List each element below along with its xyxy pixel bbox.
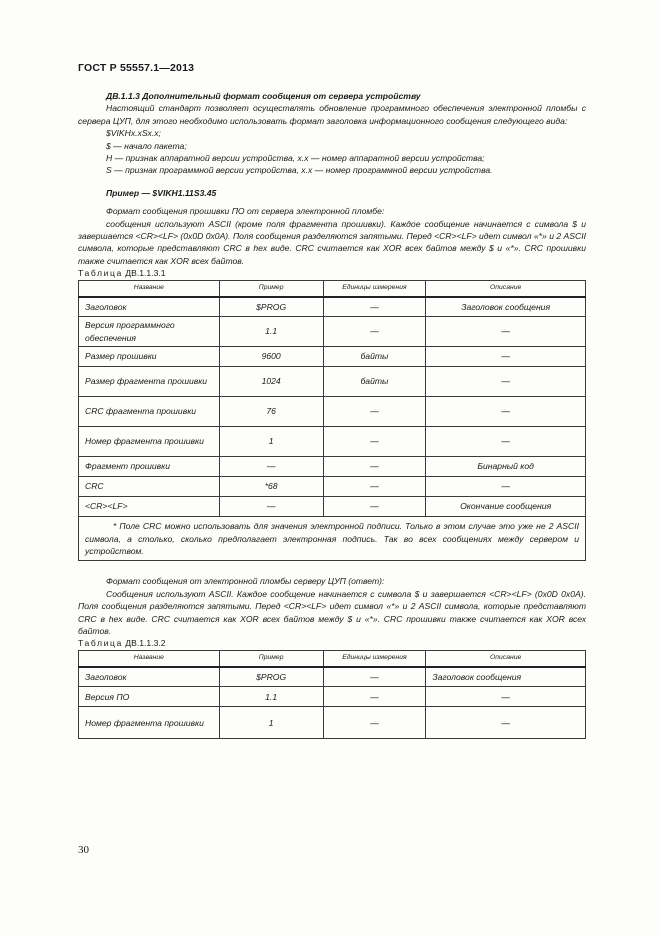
table-row [79, 397, 586, 427]
table-cell: — [219, 497, 323, 517]
table-cell: Размер фрагмента прошивки [79, 367, 220, 397]
table2-header-cell: Единицы измерения [323, 650, 426, 667]
table1-caption [78, 267, 586, 279]
table-cell: CRC [79, 477, 220, 497]
table-cell: Фрагмент прошивки [79, 457, 220, 477]
table-cell: Номер фрагмента прошивки [79, 427, 220, 457]
table-row [79, 477, 586, 497]
table1-header-cell: Единицы измерения [323, 280, 426, 297]
table2-header-row [79, 650, 586, 667]
table-cell: — [323, 297, 426, 317]
table-cell: — [323, 687, 426, 707]
table-cell: — [323, 457, 426, 477]
table1-header-cell: Пример [219, 280, 323, 297]
table-cell: — [426, 397, 586, 427]
table-cell: 9600 [219, 347, 323, 367]
table-row [79, 707, 586, 739]
table2-caption-word: Таблица [78, 638, 123, 649]
table-cell: — [323, 497, 426, 517]
table2-caption [78, 637, 586, 649]
table-cell: Окончание сообщения [426, 497, 586, 517]
format-line: $VIKHx.xSx.x; [106, 128, 161, 139]
table-cell: 1 [219, 707, 323, 739]
table-cell: — [426, 427, 586, 457]
table1-header-cell: Описание [426, 280, 586, 297]
table-row [79, 347, 586, 367]
table-cell: — [323, 397, 426, 427]
table-cell: <CR><LF> [79, 497, 220, 517]
table1-caption-number: ДВ.1.1.3.1 [125, 268, 166, 279]
format-line: $ — начало пакета; [106, 140, 187, 151]
table-cell: — [426, 477, 586, 497]
table-cell: — [323, 317, 426, 347]
table-cell: Номер фрагмента прошивки [79, 707, 220, 739]
table1-caption-word: Таблица [78, 268, 123, 279]
table-cell: — [323, 707, 426, 739]
table-cell: — [426, 347, 586, 367]
table-cell: Заголовок сообщения [426, 297, 586, 317]
table-cell: $PROG [219, 667, 323, 687]
table-row [79, 457, 586, 477]
table-cell: — [426, 687, 586, 707]
table2-header-cell: Пример [219, 650, 323, 667]
table-cell: байты [323, 347, 426, 367]
format-line: H — признак аппаратной версии устройства, x.x — номер аппаратной версии устройства; [106, 153, 485, 164]
table-row [79, 667, 586, 687]
table1-note-row [79, 517, 586, 561]
table-cell: — [323, 477, 426, 497]
table-cell: — [426, 317, 586, 347]
table-cell: — [426, 367, 586, 397]
table-cell: Версия ПО [79, 687, 220, 707]
table1-note-cell [79, 517, 586, 561]
table-cell: байты [323, 367, 426, 397]
table2 [78, 650, 586, 740]
table1-note: * Поле CRC можно использовать для значения электронной подписи. Только в этом случае это уже не 2 ASCII символа, а столько, сколько предполагает электронная подпись. Так во всех сообщениях между сервером и устройством. [85, 521, 579, 556]
table-cell: *68 [219, 477, 323, 497]
table-cell: CRC фрагмента прошивки [79, 397, 220, 427]
table-cell: 1 [219, 427, 323, 457]
table-cell: 1.1 [219, 317, 323, 347]
response-paragraph-1: Формат сообщения от электронной пломбы серверу ЦУП (ответ): [106, 576, 385, 587]
table-cell: Размер прошивки [79, 347, 220, 367]
table-cell: Заголовок сообщения [426, 667, 586, 687]
table1-header-cell: Название [79, 280, 220, 297]
page-number: 30 [78, 844, 89, 856]
table-row [79, 317, 586, 347]
table-cell: 76 [219, 397, 323, 427]
table-cell: Бинарный код [426, 457, 586, 477]
table2-caption-number: ДВ.1.1.3.2 [125, 638, 166, 649]
table-row [79, 427, 586, 457]
table2-header-cell: Название [79, 650, 220, 667]
table2-header-cell: Описание [426, 650, 586, 667]
response-paragraph-2: Сообщения используют ASCII. Каждое сообщение начинается с символа $ и завершается <CR><LF> (0x0D 0x0A). Поля сообщения разделяются запятыми. Перед <CR><LF> идет символ «*» и 2 ASCII символа, которые представляют CRC в hex виде. CRC считается как XOR всех байтов между $ и «*». CRC прошивки также считается как XOR всех байтов. [78, 588, 586, 637]
table-row [79, 367, 586, 397]
table-cell: Заголовок [79, 667, 220, 687]
standard-header: ГОСТ Р 55557.1—2013 [78, 62, 195, 74]
format-line: S — признак программной версии устройства, x.x — номер программной версии устройства. [106, 165, 493, 176]
table-cell: Заголовок [79, 297, 220, 317]
table1-header-row [79, 280, 586, 297]
table-cell: $PROG [219, 297, 323, 317]
format-lines [78, 127, 586, 177]
example-paragraph-2: сообщения используют ASCII (кроме поля фрагмента прошивки). Каждое сообщение начинается с символа $ и завершается <CR><LF> (0x0D 0x0A). Поля сообщения разделяются запятыми. Перед <CR><LF> идет символ «*» и 2 ASCII символа, которые представляют CRC в hex виде. CRC считается как XOR всех байтов между $ и «*». CRC прошивки также считается как XOR всех байтов. [78, 218, 586, 266]
table-cell: Версия программного обеспечения [79, 317, 220, 347]
table-cell: — [323, 667, 426, 687]
page-content [78, 90, 586, 739]
table-row [79, 297, 586, 317]
table-row [79, 687, 586, 707]
section-intro: Настоящий стандарт позволяет осуществлять обновление программного обеспечения электронной пломбы с сервера ЦУП, для этого необходимо использовать формат заголовка информационного сообщения следующего вида: [78, 103, 586, 126]
table1 [78, 280, 586, 562]
table-row [79, 497, 586, 517]
example-label: Пример — $VIKH1.11S3.45 [106, 187, 217, 198]
example-paragraph-1: Формат сообщения прошивки ПО от сервера электронной пломбе: [106, 206, 385, 217]
table-cell: — [219, 457, 323, 477]
table-cell: — [323, 427, 426, 457]
table-cell: 1.1 [219, 687, 323, 707]
table-cell: 1024 [219, 367, 323, 397]
section-title: ДВ.1.1.3 Дополнительный формат сообщения от сервера устройству [106, 91, 421, 101]
table-cell: — [426, 707, 586, 739]
